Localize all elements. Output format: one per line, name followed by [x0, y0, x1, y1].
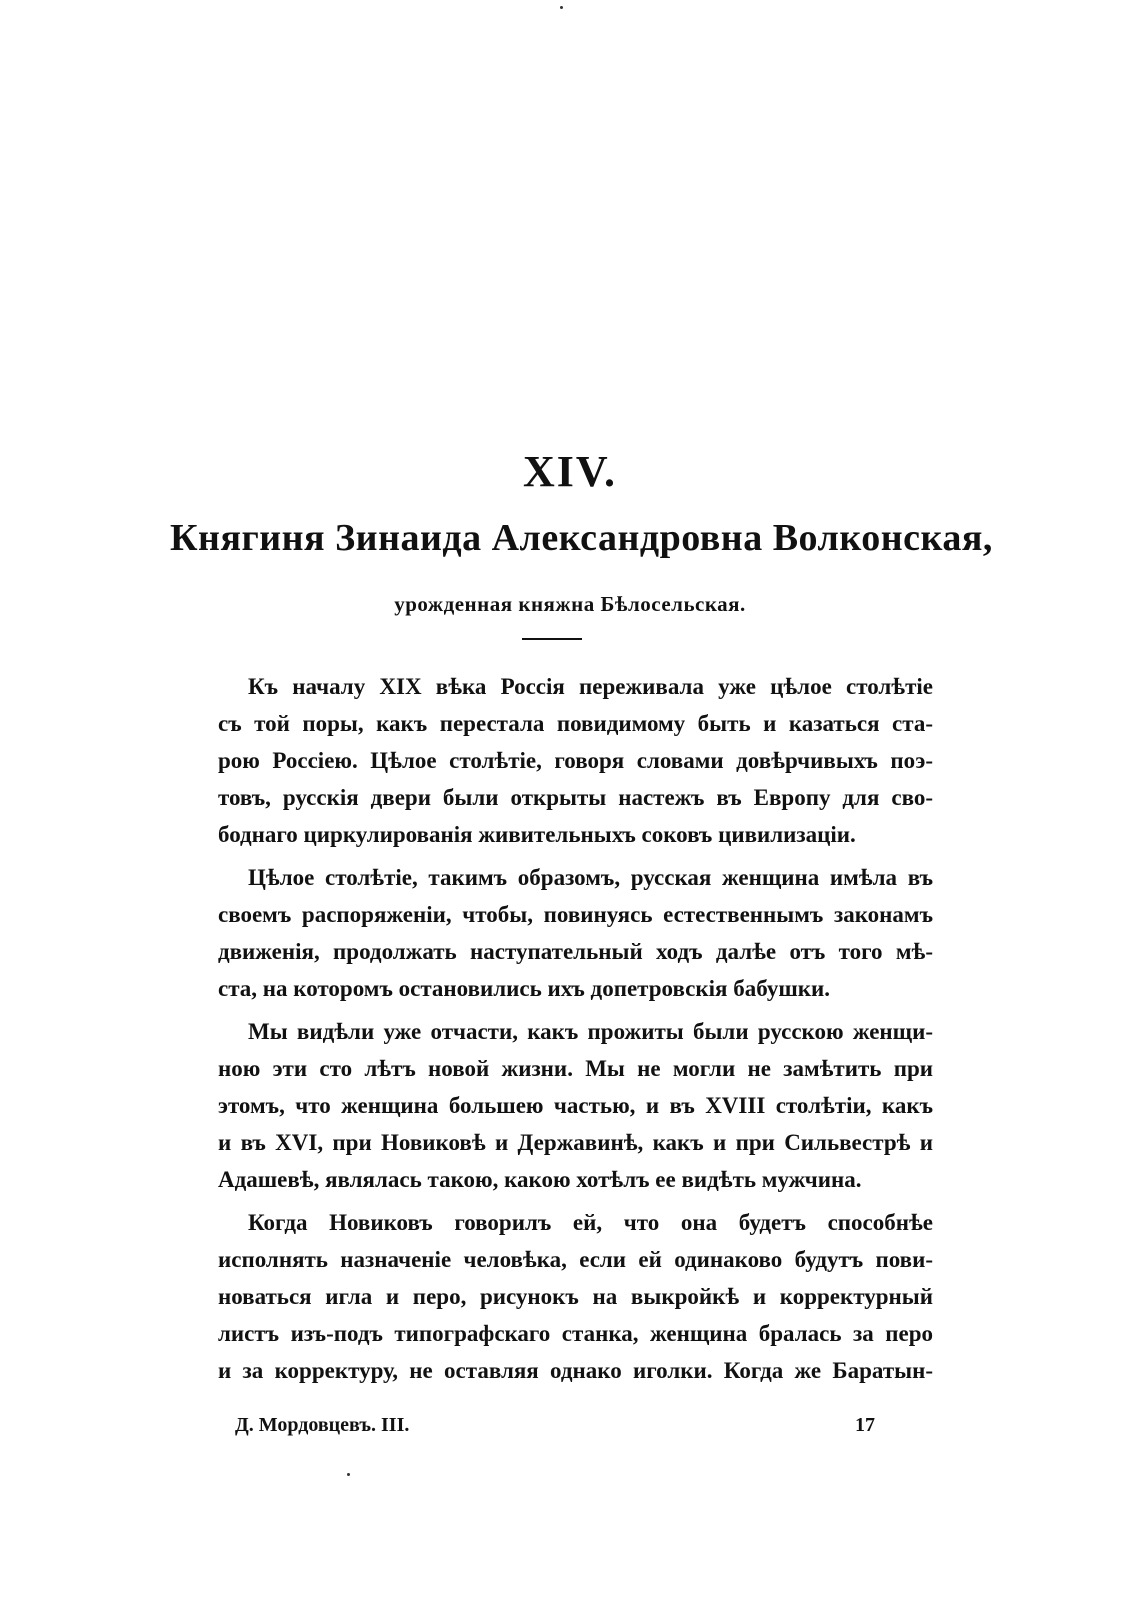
body-text — [218, 668, 933, 1389]
text-line: ною эти сто лѣтъ новой жизни. Мы не могли не замѣтить при — [218, 1056, 933, 1081]
text-line: съ той поры, какъ перестала повидимому быть и казаться ста- — [218, 711, 933, 736]
text-line: своемъ распоряженіи, чтобы, повинуясь естественнымъ законамъ — [218, 902, 933, 927]
text-line: этомъ, что женщина большею частью, и въ XVIII столѣтіи, какъ — [218, 1093, 933, 1118]
text-line: Когда Новиковъ говорилъ ей, что она будетъ способнѣе — [248, 1210, 933, 1235]
signature-mark: 17 — [855, 1414, 875, 1436]
text-line: боднаго циркулированія живительныхъ соковъ цивилизаціи. — [218, 822, 856, 847]
footer-author: Д. Мордовцевъ. III. — [235, 1414, 410, 1436]
text-line: рою Россіею. Цѣлое столѣтіе, говоря словами довѣрчивыхъ поэ- — [218, 748, 933, 773]
scan-speck — [560, 6, 563, 9]
text-line: листъ изъ-подъ типографскаго станка, женщина бралась за перо — [218, 1321, 933, 1346]
page-footer — [235, 1414, 875, 1444]
text-line: новаться игла и перо, рисунокъ на выкройкѣ и корректурный — [218, 1284, 933, 1309]
text-line: движенія, продолжать наступательный ходъ далѣе отъ того мѣ- — [218, 939, 933, 964]
text-line: Къ началу XIX вѣка Россія переживала уже цѣлое столѣтіе — [248, 674, 933, 699]
text-line: Адашевѣ, являлась такою, какою хотѣлъ ее видѣть мужчина. — [218, 1167, 862, 1192]
section-divider — [522, 638, 582, 640]
text-line: товъ, русскія двери были открыты настежъ въ Европу для сво- — [218, 785, 933, 810]
text-line: ста, на которомъ остановились ихъ допетровскія бабушки. — [218, 976, 830, 1001]
chapter-number: XIV. — [522, 447, 617, 496]
chapter-title: Княгиня Зинаида Александровна Волконская, — [170, 517, 993, 559]
scan-speck — [347, 1473, 350, 1476]
text-line: Мы видѣли уже отчасти, какъ прожиты были русскою женщи- — [248, 1019, 933, 1044]
chapter-subtitle: урожденная княжна Бѣлосельская. — [394, 592, 746, 616]
text-line: и въ XVI, при Новиковѣ и Державинѣ, какъ и при Сильвестрѣ и — [218, 1130, 933, 1155]
text-line: исполнять назначеніе человѣка, если ей одинаково будутъ пови- — [218, 1247, 933, 1272]
text-line: и за корректуру, не оставляя однако иголки. Когда же Баратын- — [218, 1358, 933, 1383]
text-line: Цѣлое столѣтіе, такимъ образомъ, русская женщина имѣла въ — [248, 865, 933, 890]
